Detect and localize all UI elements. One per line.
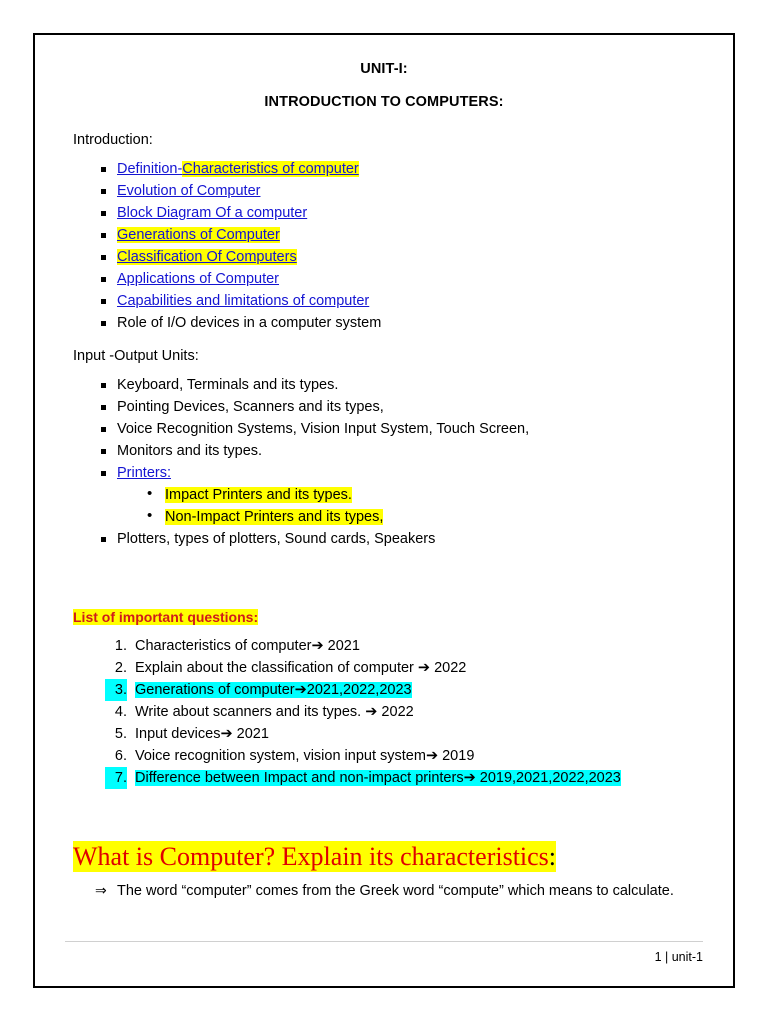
question-number: 1. bbox=[114, 637, 127, 654]
footer-divider bbox=[65, 941, 703, 942]
list-item bbox=[65, 723, 703, 745]
topic-prefix[interactable]: Definition- bbox=[117, 161, 183, 177]
question-years: 2021,2022,2023 bbox=[306, 681, 412, 698]
document-title-block bbox=[65, 61, 703, 110]
io-item-text: Pointing Devices, Scanners and its types, bbox=[117, 399, 384, 416]
question-number: 7. bbox=[105, 767, 127, 789]
list-item bbox=[65, 657, 703, 679]
introduction-label: Introduction: bbox=[73, 132, 153, 148]
chapter-title: INTRODUCTION TO COMPUTERS: bbox=[264, 94, 504, 110]
spacer bbox=[65, 789, 703, 841]
page-footer bbox=[65, 941, 703, 964]
list-item bbox=[65, 180, 703, 202]
arrow-icon: ➔ bbox=[425, 747, 439, 764]
main-question-colon: : bbox=[548, 841, 557, 871]
printers-sublist bbox=[117, 484, 703, 528]
question-text: Generations of computer bbox=[135, 681, 295, 698]
printers-link[interactable]: Printers: bbox=[117, 465, 171, 482]
question-text: Write about scanners and its types. bbox=[135, 703, 366, 720]
questions-section-title: List of important questions: bbox=[73, 608, 259, 625]
io-units-heading: Input -Output Units: bbox=[73, 348, 199, 365]
topic-text: Role of I/O devices in a computer system bbox=[117, 315, 382, 332]
question-text: Characteristics of computer bbox=[135, 637, 312, 654]
list-item bbox=[65, 290, 703, 312]
list-item bbox=[117, 506, 703, 528]
printer-subitem-text: Non-Impact Printers and its types, bbox=[165, 509, 384, 526]
main-question-heading bbox=[73, 841, 556, 873]
question-years: 2022 bbox=[377, 703, 414, 720]
io-item-text: Plotters, types of plotters, Sound cards, Speakers bbox=[117, 531, 436, 548]
list-item bbox=[65, 268, 703, 290]
page-number: 1 | unit-1 bbox=[654, 950, 703, 964]
printer-subitem-text: Impact Printers and its types. bbox=[165, 487, 352, 504]
list-item bbox=[65, 202, 703, 224]
list-item bbox=[65, 880, 703, 902]
io-item-text: Keyboard, Terminals and its types. bbox=[117, 377, 339, 394]
arrow-icon: ➔ bbox=[311, 637, 324, 654]
arrow-icon: ➔ bbox=[220, 725, 233, 742]
list-item bbox=[65, 528, 703, 550]
question-years: 2019 bbox=[438, 747, 475, 764]
topic-text[interactable]: Applications of Computer bbox=[117, 271, 279, 288]
page-content bbox=[35, 35, 733, 903]
list-item bbox=[65, 158, 703, 180]
list-item bbox=[65, 224, 703, 246]
question-number: 2. bbox=[114, 659, 127, 676]
topics-list bbox=[65, 158, 703, 334]
io-item-text: Voice Recognition Systems, Vision Input System, Touch Screen, bbox=[117, 421, 530, 438]
list-item bbox=[65, 374, 703, 396]
arrow-icon: ➔ bbox=[294, 681, 307, 698]
list-item bbox=[65, 745, 703, 767]
topic-text[interactable]: Classification Of Computers bbox=[117, 249, 297, 266]
arrow-icon: ➔ bbox=[365, 703, 378, 720]
list-item bbox=[117, 484, 703, 506]
question-number: 5. bbox=[114, 725, 127, 742]
question-years: 2019,2021,2022,2023 bbox=[475, 769, 621, 786]
question-years: 2022 bbox=[430, 659, 467, 676]
list-item bbox=[65, 701, 703, 723]
unit-title: UNIT-I: bbox=[360, 61, 408, 77]
topic-text[interactable]: Characteristics of computer bbox=[182, 161, 359, 177]
list-item bbox=[65, 312, 703, 334]
list-item bbox=[65, 440, 703, 462]
io-item-text: Monitors and its types. bbox=[117, 443, 263, 460]
topic-text[interactable]: Generations of Computer bbox=[117, 227, 280, 244]
list-item bbox=[65, 679, 703, 701]
arrow-icon: ➔ bbox=[417, 659, 431, 676]
question-years: 2021 bbox=[232, 725, 269, 742]
list-item bbox=[65, 462, 703, 528]
body-point-text: The word “computer” comes from the Greek word “compute” which means to calculate. bbox=[117, 883, 674, 900]
question-text: Voice recognition system, vision input system bbox=[135, 747, 426, 764]
list-item bbox=[65, 767, 703, 789]
io-units-list bbox=[65, 374, 703, 550]
question-number: 3. bbox=[105, 679, 127, 701]
question-text: Difference between Impact and non-impact printers bbox=[135, 769, 464, 786]
spacer bbox=[65, 551, 703, 609]
topic-text[interactable]: Capabilities and limitations of computer bbox=[117, 293, 370, 310]
list-item bbox=[65, 635, 703, 657]
topic-text[interactable]: Evolution of Computer bbox=[117, 183, 261, 200]
question-number: 6. bbox=[114, 747, 127, 764]
body-points-list bbox=[65, 880, 703, 902]
list-item bbox=[65, 396, 703, 418]
question-text: Explain about the classification of computer bbox=[135, 659, 418, 676]
question-number: 4. bbox=[114, 703, 127, 720]
arrow-icon: ➔ bbox=[463, 769, 476, 786]
list-item bbox=[65, 246, 703, 268]
important-questions-list bbox=[65, 635, 703, 789]
topic-text[interactable]: Block Diagram Of a computer bbox=[117, 205, 308, 222]
question-text: Input devices bbox=[135, 725, 221, 742]
question-years: 2021 bbox=[323, 637, 360, 654]
document-page bbox=[33, 33, 735, 988]
main-question-text: What is Computer? Explain its characteristics bbox=[73, 841, 549, 871]
list-item bbox=[65, 418, 703, 440]
